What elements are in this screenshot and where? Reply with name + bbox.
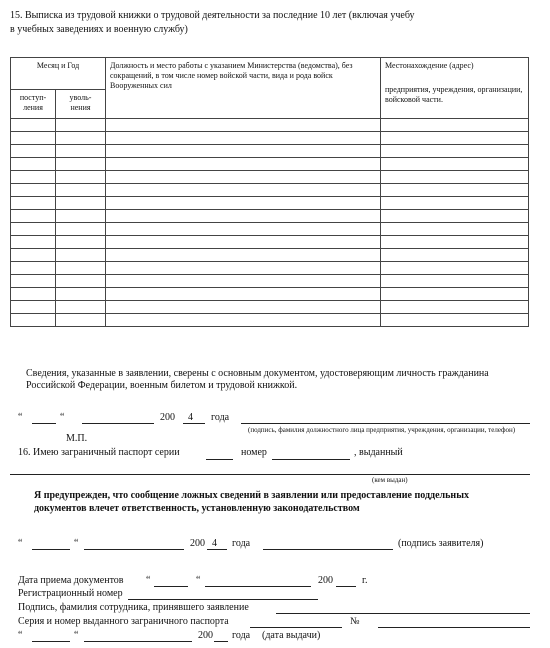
passport-issued-label: , выданный xyxy=(354,447,403,458)
applicant-signature-caption: (подпись заявителя) xyxy=(398,538,484,549)
acceptance-quote-close: “ xyxy=(196,575,201,586)
location-cell[interactable] xyxy=(381,275,529,288)
date1-year-field[interactable] xyxy=(183,423,205,424)
table-row xyxy=(11,171,529,184)
table-row xyxy=(11,184,529,197)
issue-year-prefix: 200 xyxy=(198,630,213,641)
position-cell[interactable] xyxy=(106,314,381,327)
end-cell[interactable] xyxy=(56,262,106,275)
date2-quote-close: “ xyxy=(74,538,79,549)
acceptance-quote-open: “ xyxy=(146,575,151,586)
location-cell[interactable] xyxy=(381,314,529,327)
table-row xyxy=(11,275,529,288)
issued-by-caption: (кем выдан) xyxy=(372,476,408,484)
date1-signature-field[interactable] xyxy=(241,423,530,424)
passport-series-field[interactable] xyxy=(206,459,233,460)
position-cell[interactable] xyxy=(106,184,381,197)
acceptance-year-suffix: г. xyxy=(362,575,368,586)
position-cell[interactable] xyxy=(106,301,381,314)
start-cell[interactable] xyxy=(11,210,56,223)
table-row xyxy=(11,145,529,158)
warning-line1: Я предупрежден, что сообщение ложных сведений в заявлении или предоставление поддельных xyxy=(34,490,469,501)
end-cell[interactable] xyxy=(56,236,106,249)
start-cell[interactable] xyxy=(11,275,56,288)
table-row xyxy=(11,236,529,249)
work-history-table xyxy=(10,57,529,327)
issued-by-field[interactable] xyxy=(10,474,530,475)
end-cell[interactable] xyxy=(56,210,106,223)
start-cell[interactable] xyxy=(11,249,56,262)
end-cell[interactable] xyxy=(56,223,106,236)
date1-month-field[interactable] xyxy=(82,423,154,424)
location-cell[interactable] xyxy=(381,119,529,132)
issue-year-word: года xyxy=(232,630,251,641)
position-cell[interactable] xyxy=(106,210,381,223)
end-cell[interactable] xyxy=(56,158,106,171)
start-cell[interactable] xyxy=(11,223,56,236)
location-cell[interactable] xyxy=(381,158,529,171)
reg-number-field[interactable] xyxy=(128,599,318,600)
end-cell[interactable] xyxy=(56,171,106,184)
location-cell[interactable] xyxy=(381,236,529,249)
reg-number-label: Регистрационный номер xyxy=(18,588,123,599)
date2-day-field[interactable] xyxy=(32,549,70,550)
date1-year-prefix: 200 xyxy=(160,412,175,423)
start-cell[interactable] xyxy=(11,171,56,184)
col-location-title: Местонахождение (адрес) xyxy=(385,61,474,70)
end-cell[interactable] xyxy=(56,119,106,132)
location-cell[interactable] xyxy=(381,210,529,223)
col-start-header: поступ-ления xyxy=(11,90,56,119)
location-cell[interactable] xyxy=(381,223,529,236)
end-cell[interactable] xyxy=(56,288,106,301)
start-cell[interactable] xyxy=(11,314,56,327)
applicant-signature-field[interactable] xyxy=(263,549,393,550)
employee-signature-field[interactable] xyxy=(276,613,530,614)
issue-quote-close: “ xyxy=(74,630,79,641)
date1-day-field[interactable] xyxy=(32,423,56,424)
table-row xyxy=(11,262,529,275)
verification-line2: Российской Федерации, военным билетом и трудовой книжкой. xyxy=(26,380,298,391)
table-header-row xyxy=(11,58,529,90)
table-row xyxy=(11,301,529,314)
table-row xyxy=(11,223,529,236)
acceptance-year-prefix: 200 xyxy=(318,575,333,586)
position-cell[interactable] xyxy=(106,249,381,262)
acceptance-date-label: Дата приема документов xyxy=(18,575,124,586)
table-row xyxy=(11,119,529,132)
date1-year-digit: 4 xyxy=(188,412,193,423)
table-row xyxy=(11,249,529,262)
start-cell[interactable] xyxy=(11,197,56,210)
start-cell[interactable] xyxy=(11,262,56,275)
start-cell[interactable] xyxy=(11,288,56,301)
acceptance-year-field[interactable] xyxy=(336,586,356,587)
verification-line1: Сведения, указанные в заявлении, сверены с основным документом, удостоверяющим личность гражданина xyxy=(26,368,489,379)
table-row xyxy=(11,288,529,301)
end-cell[interactable] xyxy=(56,145,106,158)
location-cell[interactable] xyxy=(381,197,529,210)
table-row xyxy=(11,197,529,210)
start-cell[interactable] xyxy=(11,236,56,249)
acceptance-month-field[interactable] xyxy=(205,586,311,587)
issue-day-field[interactable] xyxy=(32,641,70,642)
start-cell[interactable] xyxy=(11,184,56,197)
position-cell[interactable] xyxy=(106,197,381,210)
start-cell[interactable] xyxy=(11,119,56,132)
col-date-header: Месяц и Год xyxy=(11,58,106,90)
date2-year-prefix: 200 xyxy=(190,538,205,549)
date1-signature-caption: (подпись, фамилия должностного лица предприятия, учреждения, организации, телефон) xyxy=(248,426,516,434)
position-cell[interactable] xyxy=(106,171,381,184)
stamp-label: М.П. xyxy=(66,433,88,444)
position-cell[interactable] xyxy=(106,236,381,249)
position-cell[interactable] xyxy=(106,223,381,236)
end-cell[interactable] xyxy=(56,249,106,262)
acceptance-day-field[interactable] xyxy=(154,586,188,587)
end-cell[interactable] xyxy=(56,275,106,288)
passport-number-field[interactable] xyxy=(272,459,350,460)
table-row xyxy=(11,132,529,145)
end-cell[interactable] xyxy=(56,301,106,314)
start-cell[interactable] xyxy=(11,158,56,171)
location-cell[interactable] xyxy=(381,145,529,158)
section-16-text: 16. Имею заграничный паспорт серии xyxy=(18,447,180,458)
table-row xyxy=(11,210,529,223)
issue-year-field[interactable] xyxy=(214,641,228,642)
end-cell[interactable] xyxy=(56,184,106,197)
position-cell[interactable] xyxy=(106,275,381,288)
location-cell[interactable] xyxy=(381,184,529,197)
date1-quote-close: “ xyxy=(60,412,65,423)
position-cell[interactable] xyxy=(106,119,381,132)
issue-date-caption: (дата выдачи) xyxy=(262,630,321,641)
passport-number-label: номер xyxy=(241,447,267,458)
col-location-header xyxy=(381,58,529,119)
location-cell[interactable] xyxy=(381,301,529,314)
table-row xyxy=(11,314,529,327)
location-cell[interactable] xyxy=(381,262,529,275)
passport-series-number-label: Серия и номер выданного заграничного паспорта xyxy=(18,616,229,627)
date2-month-field[interactable] xyxy=(84,549,184,550)
location-cell[interactable] xyxy=(381,132,529,145)
position-cell[interactable] xyxy=(106,158,381,171)
date2-year-field[interactable] xyxy=(207,549,227,550)
issue-month-field[interactable] xyxy=(84,641,192,642)
position-cell[interactable] xyxy=(106,288,381,301)
date2-year-digit: 4 xyxy=(212,538,217,549)
section-15-title-line1: 15. Выписка из трудовой книжки о трудовой деятельности за последние 10 лет (включая учебу xyxy=(10,10,415,21)
end-cell[interactable] xyxy=(56,132,106,145)
position-cell[interactable] xyxy=(106,145,381,158)
col-end-header: уволь-нения xyxy=(56,90,106,119)
date1-quote-open: “ xyxy=(18,412,23,423)
date1-year-word: года xyxy=(211,412,230,423)
employee-label: Подпись, фамилия сотрудника, принявшего заявление xyxy=(18,602,249,613)
position-cell[interactable] xyxy=(106,132,381,145)
date2-year-word: года xyxy=(232,538,251,549)
date2-quote-open: “ xyxy=(18,538,23,549)
position-cell[interactable] xyxy=(106,262,381,275)
location-cell[interactable] xyxy=(381,249,529,262)
end-cell[interactable] xyxy=(56,197,106,210)
table-row xyxy=(11,158,529,171)
issue-quote-open: “ xyxy=(18,630,23,641)
end-cell[interactable] xyxy=(56,314,106,327)
start-cell[interactable] xyxy=(11,301,56,314)
start-cell[interactable] xyxy=(11,145,56,158)
issued-passport-series-field[interactable] xyxy=(250,627,342,628)
warning-line2: документов влечет ответственность, установленную законодательством xyxy=(34,503,360,514)
issued-passport-number-field[interactable] xyxy=(378,627,530,628)
start-cell[interactable] xyxy=(11,132,56,145)
location-cell[interactable] xyxy=(381,171,529,184)
number-sign: № xyxy=(350,616,360,627)
location-cell[interactable] xyxy=(381,288,529,301)
col-location-subtitle: предприятия, учреждения, организации, войсковой части. xyxy=(385,85,523,104)
section-15-title-line2: в учебных заведениях и военную службу) xyxy=(10,24,188,35)
col-position-header: Должность и место работы с указанием Министерства (ведомства), без сокращений, в том числе номер войской части, вида и рода войск Вооруженных сил xyxy=(106,58,381,119)
